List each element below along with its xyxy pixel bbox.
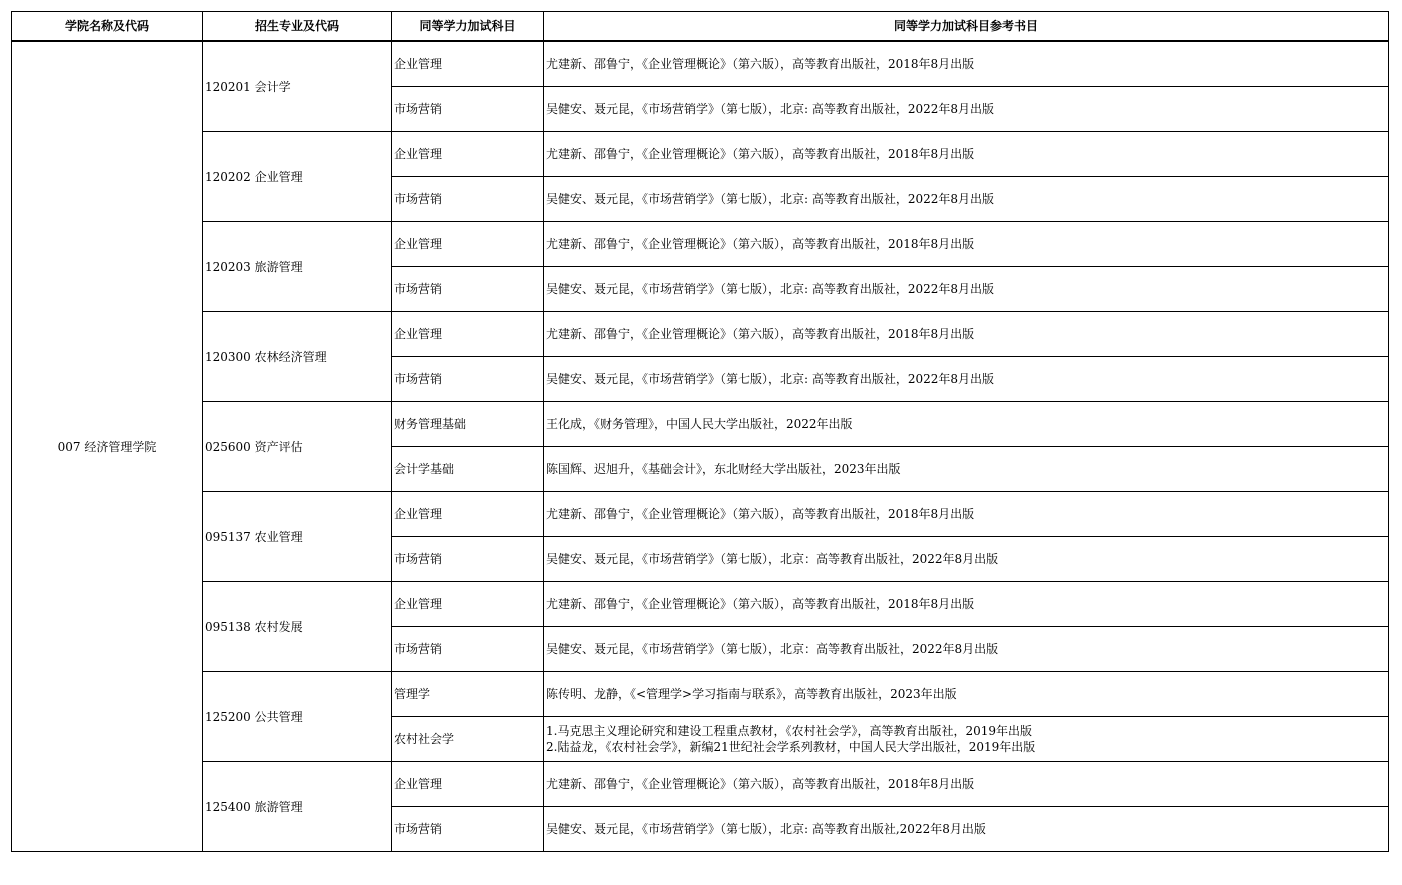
reference-book-text: 2.陆益龙，《农村社会学》，新编21世纪社会学系列教材，中国人民大学出版社，2019年出版	[546, 740, 1036, 754]
major-cell: 095138 农村发展	[203, 582, 392, 672]
reference-book-cell	[544, 87, 1389, 132]
reference-book-cell	[544, 132, 1389, 177]
reference-book-table	[11, 11, 1389, 852]
header-row	[12, 12, 1389, 42]
major-cell: 025600 资产评估	[203, 402, 392, 492]
table-row	[12, 132, 1389, 177]
subject-cell: 市场营销	[392, 177, 544, 222]
major-cell: 120202 企业管理	[203, 132, 392, 222]
reference-book-text: 尤建新、邵鲁宁，《企业管理概论》（第六版），高等教育出版社，2018年8月出版	[546, 57, 975, 71]
reference-book-text: 1.马克思主义理论研究和建设工程重点教材，《农村社会学》，高等教育出版社，2019年出版	[546, 724, 1032, 738]
subject-cell: 市场营销	[392, 87, 544, 132]
reference-book-cell	[544, 672, 1389, 717]
reference-book-text: 尤建新、邵鲁宁，《企业管理概论》（第六版），高等教育出版社，2018年8月出版	[546, 777, 975, 791]
table-row	[12, 762, 1389, 807]
table-row	[12, 41, 1389, 87]
reference-book-text: 吴健安、聂元昆，《市场营销学》（第七版），北京: 高等教育出版社，2022年8月出版	[546, 192, 995, 206]
subject-cell: 企业管理	[392, 582, 544, 627]
subject-cell: 管理学	[392, 672, 544, 717]
reference-book-cell	[544, 492, 1389, 537]
reference-book-text: 陈国辉、迟旭升，《基础会计》，东北财经大学出版社，2023年出版	[546, 462, 901, 476]
major-cell: 120203 旅游管理	[203, 222, 392, 312]
reference-book-text: 尤建新、邵鲁宁，《企业管理概论》（第六版），高等教育出版社，2018年8月出版	[546, 597, 975, 611]
subject-cell: 会计学基础	[392, 447, 544, 492]
reference-book-cell	[544, 582, 1389, 627]
major-cell: 095137 农业管理	[203, 492, 392, 582]
subject-cell: 企业管理	[392, 222, 544, 267]
reference-book-cell	[544, 717, 1389, 762]
table-row	[12, 582, 1389, 627]
subject-cell: 企业管理	[392, 762, 544, 807]
reference-book-cell	[544, 222, 1389, 267]
subject-cell: 市场营销	[392, 807, 544, 852]
reference-book-cell	[544, 447, 1389, 492]
table-row	[12, 492, 1389, 537]
subject-cell: 市场营销	[392, 267, 544, 312]
reference-book-text: 尤建新、邵鲁宁，《企业管理概论》（第六版），高等教育出版社，2018年8月出版	[546, 147, 975, 161]
reference-book-text: 吴健安、聂元昆，《市场营销学》（第七版），北京: 高等教育出版社，2022年8月出版	[546, 372, 995, 386]
subject-cell: 农村社会学	[392, 717, 544, 762]
major-cell: 120201 会计学	[203, 41, 392, 132]
reference-book-text: 吴健安、聂元昆，《市场营销学》（第七版），北京: 高等教育出版社,2022年8月出版	[546, 822, 986, 836]
major-cell: 125400 旅游管理	[203, 762, 392, 852]
subject-cell: 企业管理	[392, 312, 544, 357]
reference-book-cell	[544, 267, 1389, 312]
reference-book-text: 尤建新、邵鲁宁，《企业管理概论》（第六版），高等教育出版社，2018年8月出版	[546, 237, 975, 251]
reference-book-cell	[544, 312, 1389, 357]
header-college: 学院名称及代码	[12, 12, 203, 42]
subject-cell: 财务管理基础	[392, 402, 544, 447]
header-reference-books: 同等学力加试科目参考书目	[544, 12, 1389, 42]
reference-book-cell	[544, 537, 1389, 582]
reference-book-text: 陈传明、龙静，《<管理学>学习指南与联系》，高等教育出版社，2023年出版	[546, 687, 957, 701]
reference-book-cell	[544, 357, 1389, 402]
reference-book-text: 尤建新、邵鲁宁，《企业管理概论》（第六版），高等教育出版社，2018年8月出版	[546, 327, 975, 341]
reference-book-cell	[544, 762, 1389, 807]
subject-cell: 市场营销	[392, 537, 544, 582]
subject-cell: 企业管理	[392, 492, 544, 537]
reference-book-text: 尤建新、邵鲁宁，《企业管理概论》（第六版），高等教育出版社，2018年8月出版	[546, 507, 975, 521]
reference-book-cell	[544, 402, 1389, 447]
table-row	[12, 672, 1389, 717]
reference-book-text: 吴健安、聂元昆，《市场营销学》（第七版），北京: 高等教育出版社，2022年8月出版	[546, 102, 995, 116]
subject-cell: 企业管理	[392, 132, 544, 177]
reference-book-cell	[544, 627, 1389, 672]
table-body	[12, 41, 1389, 852]
header-subject: 同等学力加试科目	[392, 12, 544, 42]
reference-book-text: 吴健安、聂元昆，《市场营销学》（第七版），北京：高等教育出版社，2022年8月出版	[546, 642, 999, 656]
major-cell: 125200 公共管理	[203, 672, 392, 762]
table-row	[12, 402, 1389, 447]
college-cell: 007 经济管理学院	[12, 41, 203, 852]
major-cell: 120300 农林经济管理	[203, 312, 392, 402]
subject-cell: 市场营销	[392, 627, 544, 672]
table-row	[12, 222, 1389, 267]
reference-book-cell	[544, 41, 1389, 87]
reference-book-cell	[544, 807, 1389, 852]
reference-book-text: 王化成，《财务管理》，中国人民大学出版社，2022年出版	[546, 417, 853, 431]
subject-cell: 市场营销	[392, 357, 544, 402]
reference-book-text: 吴健安、聂元昆，《市场营销学》（第七版），北京：高等教育出版社，2022年8月出版	[546, 552, 999, 566]
header-major: 招生专业及代码	[203, 12, 392, 42]
reference-book-text: 吴健安、聂元昆，《市场营销学》（第七版），北京: 高等教育出版社，2022年8月出版	[546, 282, 995, 296]
table-row	[12, 312, 1389, 357]
subject-cell: 企业管理	[392, 41, 544, 87]
reference-book-cell	[544, 177, 1389, 222]
